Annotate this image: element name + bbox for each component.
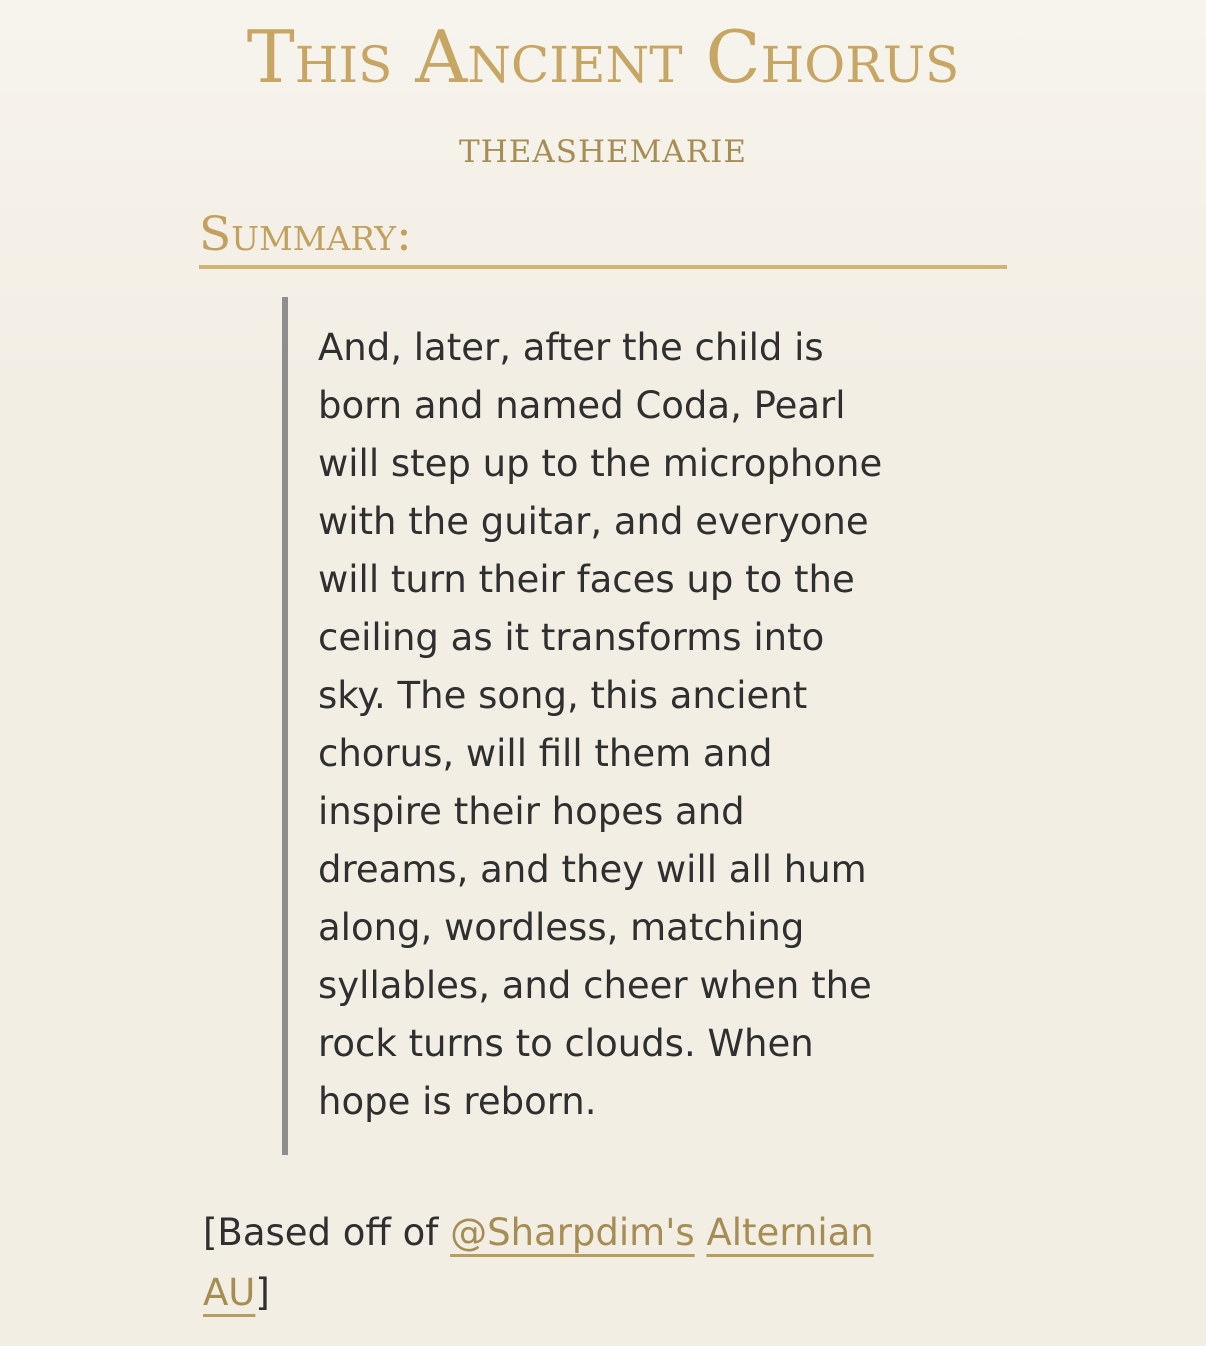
summary-blockquote: [282, 297, 1007, 1155]
summary-heading: Summary:: [199, 211, 1007, 269]
summary-line: with the guitar, and everyone: [318, 500, 869, 544]
based-off-prefix: [Based off of: [203, 1211, 451, 1255]
summary-line: dreams, and they will all hum: [318, 848, 867, 892]
summary-line: chorus, will fill them and: [318, 732, 773, 776]
work-author: THEASHEMARIE: [459, 134, 747, 170]
summary-line: inspire their hopes and: [318, 790, 745, 834]
summary-line: rock turns to clouds. When: [318, 1022, 814, 1066]
based-off-note: [203, 1203, 1007, 1323]
sharpdim-link[interactable]: @Sharpdim's: [450, 1211, 695, 1255]
summary-line: And, later, after the child is: [318, 326, 824, 370]
summary-line: along, wordless, matching: [318, 906, 805, 950]
summary-line: ceiling as it transforms into: [318, 616, 825, 660]
summary-line: hope is reborn.: [318, 1080, 597, 1124]
summary-line: will turn their faces up to the: [318, 558, 855, 602]
alternian-au-link[interactable]: AU: [203, 1271, 256, 1315]
summary-line: born and named Coda, Pearl: [318, 384, 846, 428]
summary-line: syllables, and cheer when the: [318, 964, 872, 1008]
work-title: This Ancient Chorus: [246, 15, 960, 99]
alternian-au-link[interactable]: Alternian: [706, 1211, 874, 1255]
based-off-suffix: ]: [255, 1271, 270, 1315]
summary-line: sky. The song, this ancient: [318, 674, 808, 718]
content-column: [199, 207, 1007, 1323]
summary-line: will step up to the microphone: [318, 442, 883, 486]
